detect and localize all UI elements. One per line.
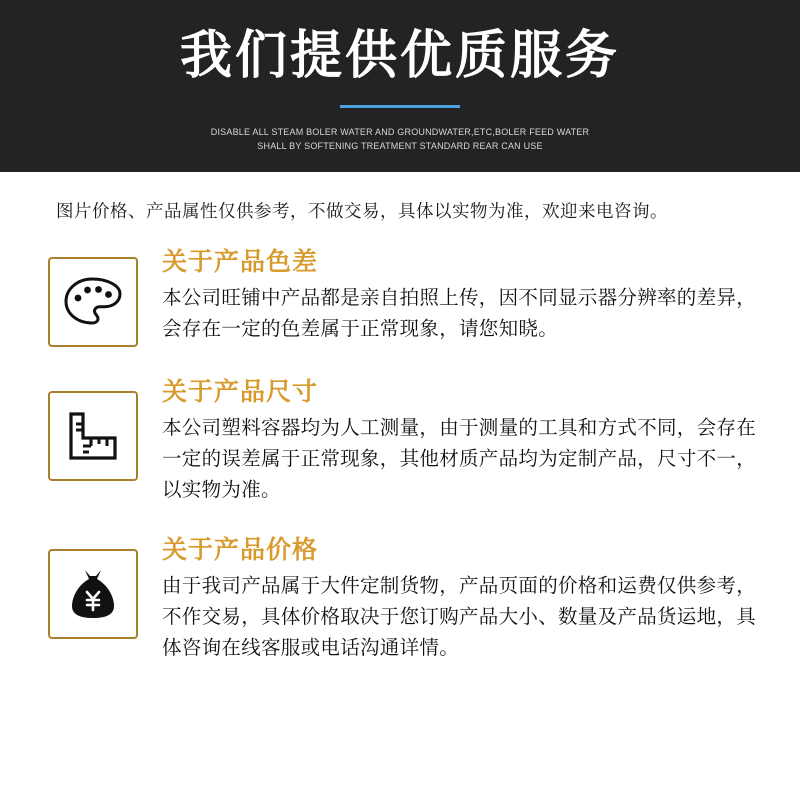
page-title: 我们提供优质服务	[179, 27, 620, 85]
section-size-body	[162, 377, 770, 505]
section-color-text: 本公司旺铺中产品都是亲自拍照上传，因不同显示器分辨率的差异，会存在一定的色差属于正常现象，请您知晓。	[162, 287, 757, 340]
section-price	[48, 535, 770, 663]
header-banner	[0, 0, 800, 172]
section-size-title: 关于产品尺寸	[162, 378, 319, 406]
section-price-body	[162, 535, 770, 663]
info-sections	[0, 239, 800, 664]
section-color-title: 关于产品色差	[162, 248, 319, 276]
section-size	[48, 377, 770, 505]
section-color-body	[162, 245, 770, 345]
palette-icon	[48, 257, 138, 347]
section-size-text: 本公司塑料容器均为人工测量，由于测量的工具和方式不同，会存在一定的误差属于正常现象，其他材质产品均为定制产品，尺寸不一，以实物为准。	[162, 417, 757, 501]
title-underline-divider	[340, 105, 460, 108]
money-bag-icon	[48, 549, 138, 639]
banner-subtitle-line-1: DISABLE ALL STEAM BOLER WATER AND GROUNDWATER,ETC,BOLER FEED WATER	[210, 127, 590, 137]
banner-subtitle-line-2: SHALL BY SOFTENING TREATMENT STANDARD REAR CAN USE	[257, 140, 543, 151]
section-price-text: 由于我司产品属于大件定制货物，产品页面的价格和运费仅供参考，不作交易，具体价格取决于您订购产品大小、数量及产品货运地，具体咨询在线客服或电话沟通详情。	[162, 575, 757, 659]
section-color-difference	[48, 245, 770, 347]
section-price-title: 关于产品价格	[162, 536, 319, 565]
banner-subtitle	[0, 126, 800, 154]
disclaimer-notice: 图片价格、产品属性仅供参考，不做交易，具体以实物为准，欢迎来电咨询。	[56, 201, 668, 221]
ruler-icon	[48, 391, 138, 481]
